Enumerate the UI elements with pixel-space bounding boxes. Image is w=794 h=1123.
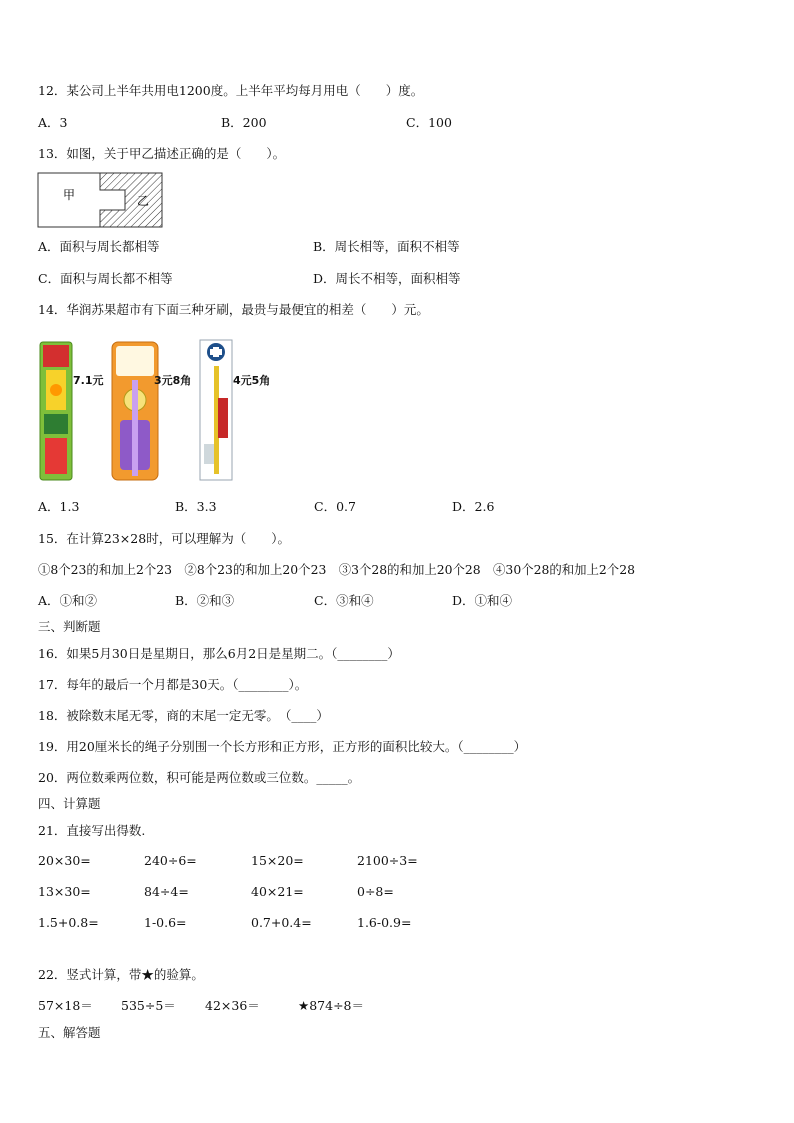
toothbrush-2-image <box>110 340 160 482</box>
price-label-3: 4元5角 <box>233 374 271 387</box>
q22-item: 57×18＝ <box>38 998 93 1013</box>
price-label-2: 3元8角 <box>154 374 192 387</box>
q15-option-d: D．①和④ <box>452 593 513 608</box>
q22-item: ★874÷8＝ <box>298 998 364 1013</box>
q21-item: 240÷6= <box>144 853 197 868</box>
q12-option-a: A．3 <box>38 115 68 130</box>
q16-text: 16．如果5月30日是星期日，那么6月2日是星期二。（________） <box>38 646 400 661</box>
q20-text: 20．两位数乘两位数，积可能是两位数或三位数。_____。 <box>38 770 361 785</box>
q21-item: 40×21= <box>251 884 304 899</box>
q14-option-c: C．0.7 <box>314 499 356 514</box>
q17-text: 17．每年的最后一个月都是30天。（________）。 <box>38 677 308 692</box>
toothbrush-1-image <box>38 340 74 482</box>
q18-text: 18．被除数末尾无零，商的末尾一定无零。 （____） <box>38 708 329 723</box>
q21-item: 0.7+0.4= <box>251 915 312 930</box>
q14-option-b: B．3.3 <box>175 499 217 514</box>
q13-label-jia: 甲 <box>63 188 76 202</box>
q12-stem: 12．某公司上半年共用电1200度。上半年平均每月用电（ ）度。 <box>38 83 424 98</box>
q21-item: 15×20= <box>251 853 304 868</box>
q13-option-a: A．面积与周长都相等 <box>38 239 160 254</box>
q13-option-c: C．面积与周长都不相等 <box>38 271 173 286</box>
q15-option-a: A．①和② <box>38 593 98 608</box>
q21-item: 1-0.6= <box>144 915 187 930</box>
q21-item: 20×30= <box>38 853 91 868</box>
section-4-heading: 四、计算题 <box>38 796 101 811</box>
section-5-heading: 五、解答题 <box>38 1025 101 1040</box>
q12-option-b: B．200 <box>221 115 267 130</box>
q13-option-b: B．周长相等，面积不相等 <box>313 239 460 254</box>
q22-item: 535÷5＝ <box>121 998 176 1013</box>
q21-item: 84÷4= <box>144 884 189 899</box>
q15-choices: ①8个23的和加上2个23 ②8个23的和加上20个23 ③3个28的和加上20个28 ④30个28的和加上2个28 <box>38 562 635 577</box>
q14-option-d: D．2.6 <box>452 499 495 514</box>
section-3-heading: 三、判断题 <box>38 619 101 634</box>
q13-figure <box>37 172 163 228</box>
q12-option-c: C．100 <box>406 115 452 130</box>
q15-stem: 15．在计算23×28时，可以理解为（ ）。 <box>38 531 290 546</box>
q15-option-b: B．②和③ <box>175 593 235 608</box>
q22-item: 42×36＝ <box>205 998 260 1013</box>
price-label-1: 7.1元 <box>73 374 104 387</box>
q21-item: 0÷8= <box>357 884 394 899</box>
q21-item: 13×30= <box>38 884 91 899</box>
q14-option-a: A．1.3 <box>38 499 80 514</box>
q13-option-d: D．周长不相等，面积相等 <box>313 271 461 286</box>
q19-text: 19．用20厘米长的绳子分别围一个长方形和正方形，正方形的面积比较大。（________） <box>38 739 527 754</box>
q15-option-c: C．③和④ <box>314 593 374 608</box>
q22-stem: 22．竖式计算，带★的验算。 <box>38 967 204 982</box>
q21-item: 2100÷3= <box>357 853 418 868</box>
q21-stem: 21．直接写出得数. <box>38 823 146 838</box>
q14-stem: 14．华润苏果超市有下面三种牙刷，最贵与最便宜的相差（ ）元。 <box>38 302 429 317</box>
q21-item: 1.6-0.9= <box>357 915 412 930</box>
toothbrush-3-image <box>198 338 234 482</box>
q21-item: 1.5+0.8= <box>38 915 99 930</box>
q13-label-yi: 乙 <box>137 194 150 208</box>
q13-stem: 13．如图，关于甲乙描述正确的是（ ）。 <box>38 146 286 161</box>
